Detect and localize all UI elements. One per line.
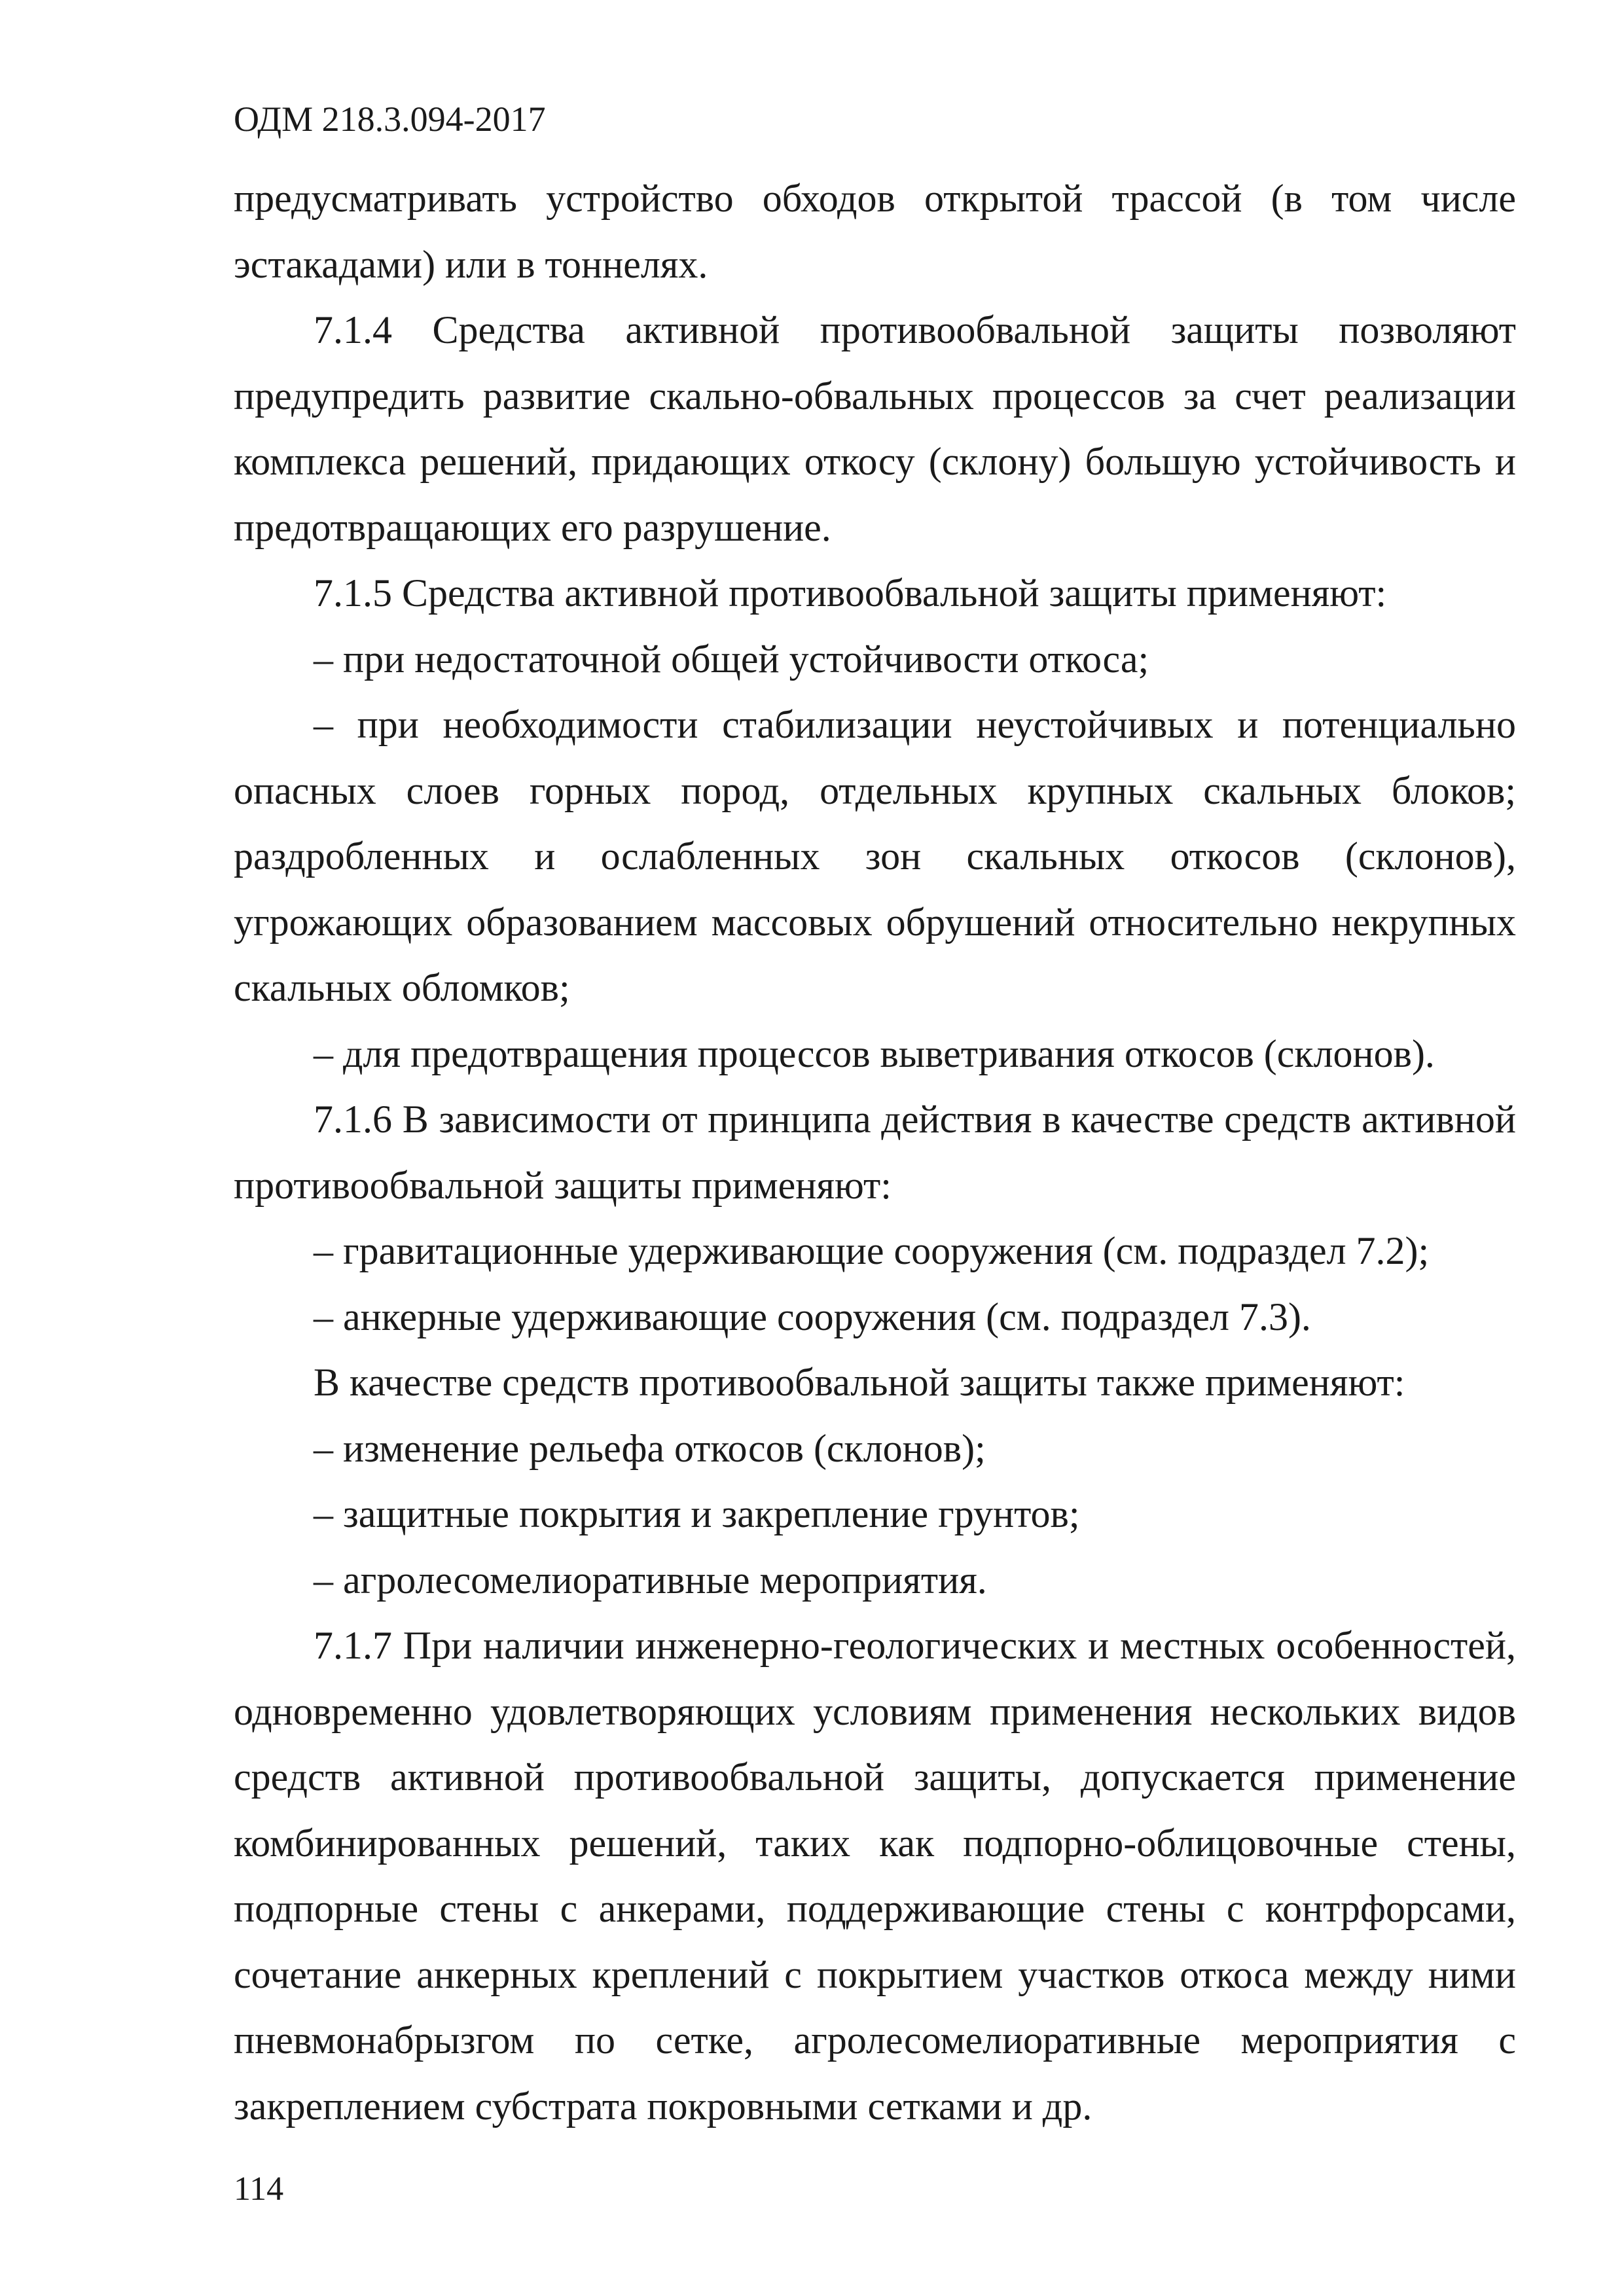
list-item: – при необходимости стабилизации неустойчивых и потенциально опасных слоев горных пород, отдельных крупных скальных блоков; раздробленных и ослабленных зон скальных откосов (склонов), угрожающих образованием массовых обрушений относительно некрупных скальных обломков; bbox=[234, 703, 1516, 1009]
list-item: – защитные покрытия и закрепление грунтов; bbox=[314, 1492, 1080, 1535]
paragraph-7-1-5: 7.1.5 Средства активной противообвальной защиты применяют: bbox=[314, 571, 1387, 615]
list-item: – для предотвращения процессов выветривания откосов (склонов). bbox=[314, 1031, 1435, 1075]
list-item: – анкерные удерживающие сооружения (см. подраздел 7.3). bbox=[314, 1295, 1311, 1338]
document-body bbox=[234, 166, 1516, 2139]
paragraph-7-1-6: 7.1.6 В зависимости от принципа действия в качестве средств активной противообвальной защиты применяют: bbox=[234, 1098, 1516, 1207]
document-code-header: ОДМ 218.3.094-2017 bbox=[234, 99, 546, 139]
list-item: – при недостаточной общей устойчивости откоса; bbox=[314, 637, 1149, 681]
list-item: – изменение рельефа откосов (склонов); bbox=[314, 1426, 986, 1470]
paragraph-continuation: предусматривать устройство обходов открытой трассой (в том числе эстакадами) или в тоннелях. bbox=[234, 177, 1516, 286]
list-item: – агролесомелиоративные мероприятия. bbox=[314, 1558, 987, 1602]
paragraph-7-1-7: 7.1.7 При наличии инженерно-геологических и местных особенностей, одновременно удовлетворяющих условиям применения нескольких видов средств активной противообвальной защиты, допускается применение комбинированных решений, таких как подпорно-облицовочные стены, подпорные стены с анкерами, поддерживающие стены с контрфорсами, сочетание анкерных креплений с покрытием участков откоса между ними пневмонабрызгом по сетке, агролесомелиоративные мероприятия с закреплением субстрата покровными сетками и др. bbox=[234, 1624, 1516, 2128]
paragraph-7-1-4: 7.1.4 Средства активной противообвальной защиты позволяют предупредить развитие скально-обвальных процессов за счет реализации комплекса решений, придающих откосу (склону) большую устойчивость и предотвращающих его разрушение. bbox=[234, 308, 1516, 549]
paragraph-additional-means: В качестве средств противообвальной защиты также применяют: bbox=[314, 1361, 1405, 1404]
list-item: – гравитационные удерживающие сооружения (см. подраздел 7.2); bbox=[314, 1229, 1430, 1272]
page-number: 114 bbox=[234, 2170, 284, 2208]
